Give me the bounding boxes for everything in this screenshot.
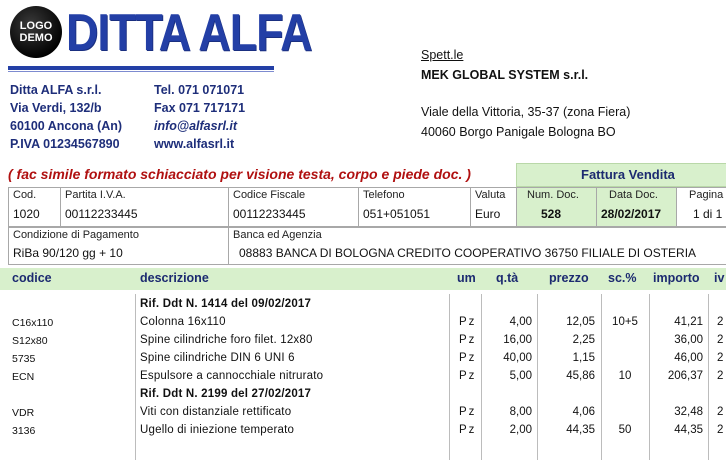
num-doc-label: Num. Doc. — [527, 189, 579, 201]
row-qty: 2,00 — [509, 424, 532, 436]
col-header-price: prezzo — [549, 271, 589, 285]
telefono-cell — [358, 187, 470, 227]
recipient-label: Spett.le — [421, 48, 464, 62]
valuta-label: Valuta — [475, 189, 506, 201]
row-vat: 2 — [717, 352, 724, 364]
row-amount: 206,37 — [667, 370, 703, 382]
valuta-cell — [470, 187, 516, 227]
company-city: 60100 Ancona (An) — [10, 119, 123, 133]
row-vat: 2 — [717, 316, 724, 328]
table-row — [0, 422, 726, 441]
logo-line-1: LOGO — [19, 20, 53, 32]
row-description: Espulsore a cannocchiale nitrurato — [140, 370, 324, 382]
row-price: 44,35 — [566, 424, 595, 436]
brand-divider-thin — [8, 71, 274, 72]
row-discount: 10 — [618, 370, 632, 382]
company-tel: Tel. 071 071071 — [154, 83, 245, 97]
data-doc-label: Data Doc. — [609, 189, 658, 201]
bank-label: Banca ed Agenzia — [233, 229, 322, 241]
brand-divider — [8, 66, 274, 70]
col-header-description: descrizione — [140, 271, 209, 285]
row-amount: 46,00 — [674, 352, 703, 364]
col-header-um: um — [457, 271, 476, 285]
codice-fiscale-label: Codice Fiscale — [233, 189, 306, 201]
cod-label: Cod. — [13, 189, 37, 201]
payment-value: RiBa 90/120 gg + 10 — [13, 246, 123, 260]
row-qty: 5,00 — [509, 370, 532, 382]
row-vat: 2 — [717, 370, 724, 382]
pagina-cell — [676, 187, 726, 227]
row-discount: 50 — [618, 424, 632, 436]
codice-fiscale-cell — [228, 187, 358, 227]
table-row — [0, 350, 726, 369]
row-vat: 2 — [717, 334, 724, 346]
table-row — [0, 296, 726, 315]
codice-fiscale-value: 00112233445 — [233, 207, 306, 221]
cod-cell — [8, 187, 60, 227]
row-um: Pz — [459, 334, 477, 346]
row-price: 12,05 — [566, 316, 595, 328]
row-vat: 2 — [717, 424, 724, 436]
row-description: Viti con distanziale rettificato — [140, 406, 292, 418]
row-description: Rif. Ddt N. 2199 del 27/02/2017 — [140, 388, 312, 400]
valuta-value: Euro — [475, 207, 501, 221]
recipient-address-line1: Viale della Vittoria, 35-37 (zona Fiera) — [421, 105, 631, 119]
bank-cell — [228, 227, 726, 265]
row-amount: 32,48 — [674, 406, 703, 418]
company-name: Ditta ALFA s.r.l. — [10, 83, 102, 97]
bank-value: 08883 BANCA DI BOLOGNA CREDITO COOPERATIVO 36750 FILIALE DI OSTERIA — [239, 246, 697, 260]
company-street: Via Verdi, 132/b — [10, 101, 102, 115]
row-description: Colonna 16x110 — [140, 316, 226, 328]
row-description: Rif. Ddt N. 1414 del 09/02/2017 — [140, 298, 312, 310]
facsimile-note: ( fac simile formato schiacciato per visione testa, corpo e piede doc. ) — [8, 166, 471, 182]
piva-label: Partita I.V.A. — [65, 189, 126, 201]
logo-demo-badge — [10, 6, 62, 58]
row-vat: 2 — [717, 406, 724, 418]
payment-cell — [8, 227, 228, 265]
recipient-address-line2: 40060 Borgo Panigale Bologna BO — [421, 125, 616, 139]
row-qty: 4,00 — [509, 316, 532, 328]
row-description: Ugello di iniezione temperato — [140, 424, 295, 436]
document-type: Fattura Vendita — [516, 163, 726, 187]
data-doc-value: 28/02/2017 — [601, 207, 662, 221]
payment-label: Condizione di Pagamento — [13, 229, 139, 241]
data-doc-cell — [596, 187, 676, 227]
row-price: 2,25 — [572, 334, 595, 346]
company-web[interactable]: www.alfasrl.it — [154, 137, 235, 151]
num-doc-value: 528 — [541, 207, 562, 221]
table-row — [0, 404, 726, 423]
num-doc-cell — [516, 187, 596, 227]
col-header-qty: q.tà — [496, 271, 519, 285]
row-code: S12x80 — [12, 335, 48, 347]
row-discount: 10+5 — [612, 316, 638, 328]
row-code: ECN — [12, 371, 35, 383]
row-description: Spine cilindriche DIN 6 UNI 6 — [140, 352, 295, 364]
row-price: 45,86 — [566, 370, 595, 382]
company-fax: Fax 071 717171 — [154, 101, 246, 115]
table-row — [0, 332, 726, 351]
row-description: Spine cilindriche foro filet. 12x80 — [140, 334, 313, 346]
row-amount: 36,00 — [674, 334, 703, 346]
table-row — [0, 314, 726, 333]
brand-name: DITTA ALFA — [66, 4, 312, 62]
row-code: C16x110 — [12, 317, 54, 329]
piva-value: 00112233445 — [65, 207, 138, 221]
row-um: Pz — [459, 424, 477, 436]
row-code: VDR — [12, 407, 35, 419]
row-um: Pz — [459, 406, 477, 418]
row-um: Pz — [459, 370, 477, 382]
row-um: Pz — [459, 352, 477, 364]
cod-value: 1020 — [13, 207, 40, 221]
telefono-value: 051+051051 — [363, 207, 431, 221]
piva-cell — [60, 187, 228, 227]
row-amount: 44,35 — [674, 424, 703, 436]
company-email[interactable]: info@alfasrl.it — [154, 119, 238, 133]
col-header-vat: iv — [714, 271, 725, 285]
row-qty: 40,00 — [503, 352, 532, 364]
pagina-value: 1 di 1 — [693, 207, 723, 221]
table-row — [0, 386, 726, 405]
col-header-amount: importo — [653, 271, 700, 285]
row-um: Pz — [459, 316, 477, 328]
row-amount: 41,21 — [674, 316, 703, 328]
logo-line-2: DEMO — [19, 32, 53, 44]
pagina-label: Pagina — [689, 189, 724, 201]
row-code: 3136 — [12, 425, 36, 437]
col-header-code: codice — [12, 271, 52, 285]
recipient-name: MEK GLOBAL SYSTEM s.r.l. — [421, 68, 589, 82]
row-code: 5735 — [12, 353, 36, 365]
row-qty: 8,00 — [509, 406, 532, 418]
col-header-discount: sc.% — [608, 271, 637, 285]
row-price: 1,15 — [572, 352, 595, 364]
row-qty: 16,00 — [503, 334, 532, 346]
row-price: 4,06 — [572, 406, 595, 418]
telefono-label: Telefono — [363, 189, 405, 201]
company-vat: P.IVA 01234567890 — [10, 137, 120, 151]
table-row — [0, 368, 726, 387]
